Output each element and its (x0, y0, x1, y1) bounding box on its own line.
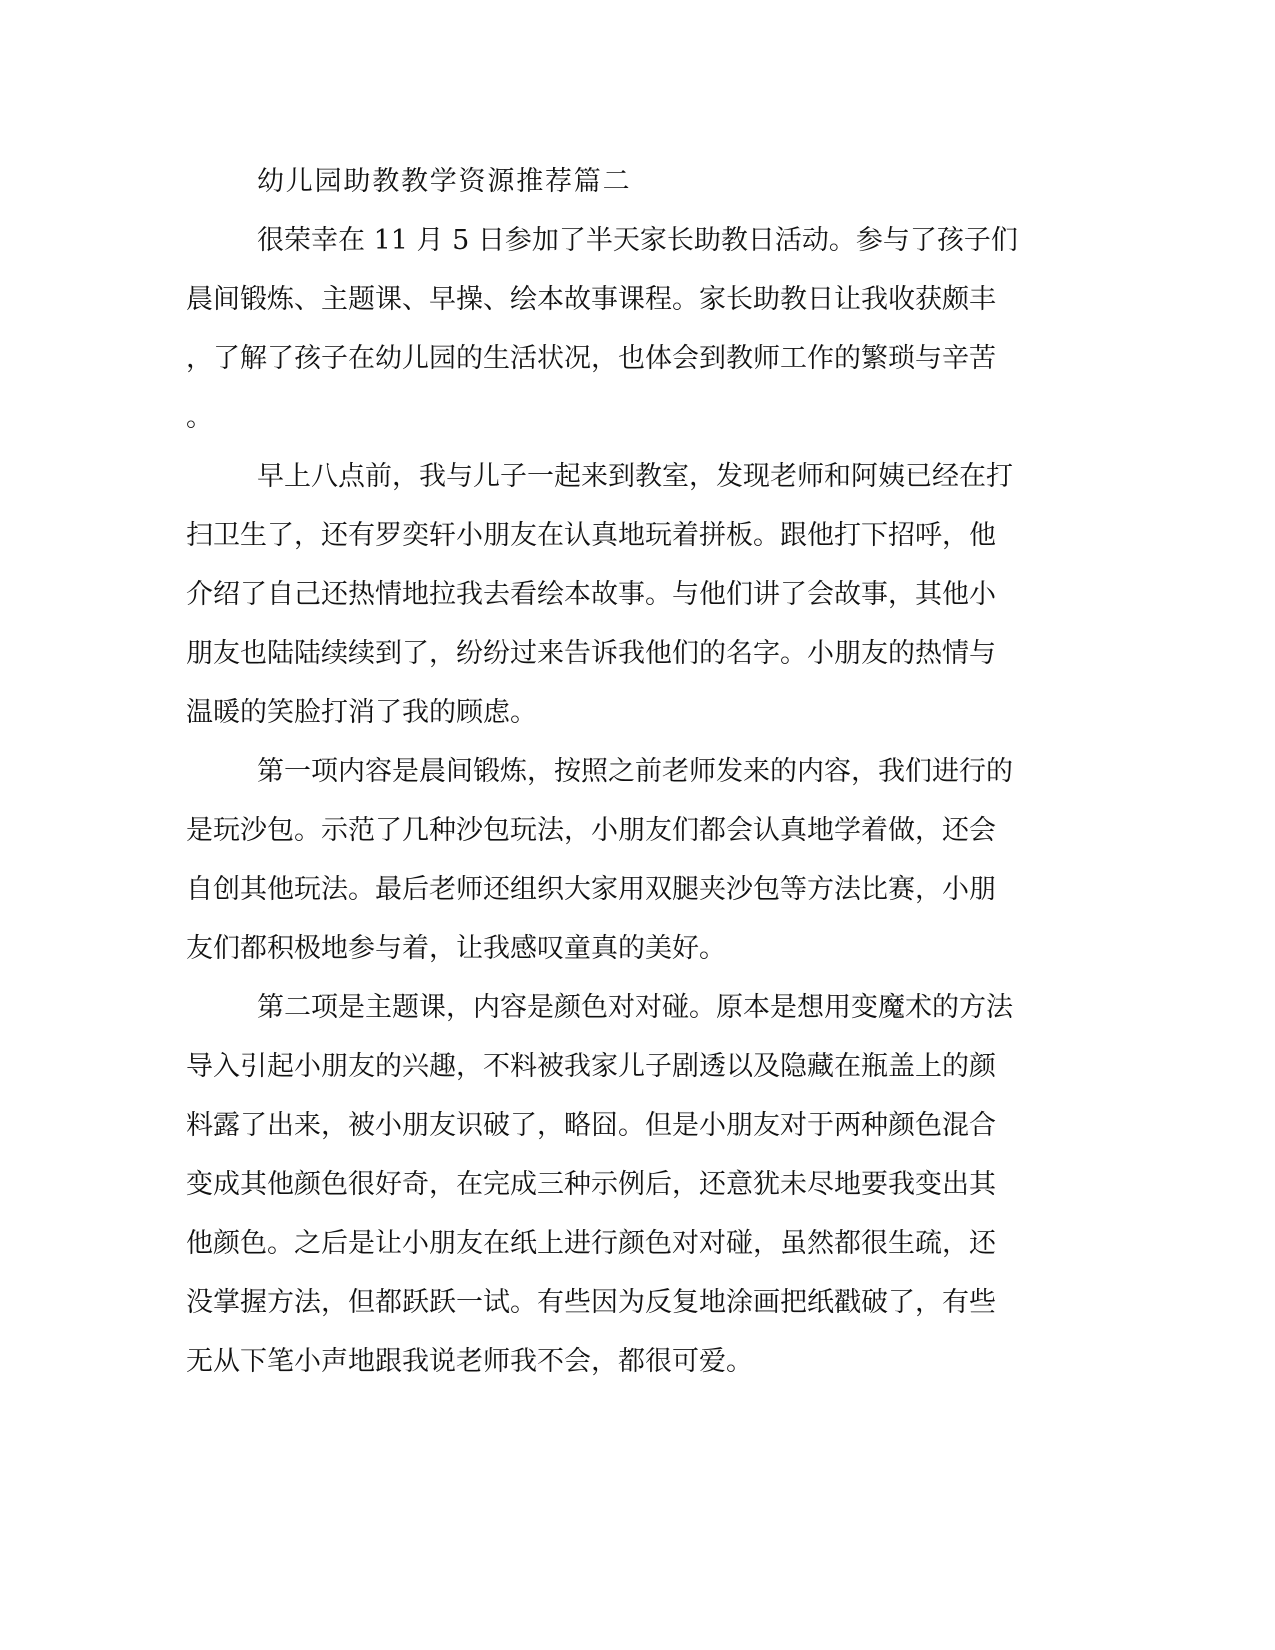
paragraph-2-line-5: 温暖的笑脸打消了我的顾虑。 (186, 697, 537, 728)
paragraph-3-line-4: 友们都积极地参与着，让我感叹童真的美好。 (186, 933, 726, 964)
paragraph-4-line-7: 无从下笔小声地跟我说老师我不会，都很可爱。 (186, 1346, 753, 1377)
paragraph-2-line-4: 朋友也陆陆续续到了，纷纷过来告诉我他们的名字。小朋友的热情与 (186, 638, 996, 669)
paragraph-3-line-2: 是玩沙包。示范了几种沙包玩法，小朋友们都会认真地学着做，还会 (186, 815, 996, 846)
paragraph-4-line-4: 变成其他颜色很好奇，在完成三种示例后，还意犹未尽地要我变出其 (186, 1169, 996, 1200)
paragraph-4-line-1: 第二项是主题课，内容是颜色对对碰。原本是想用变魔术的方法 (257, 992, 1013, 1023)
paragraph-3-line-1: 第一项内容是晨间锻炼，按照之前老师发来的内容，我们进行的 (257, 756, 1013, 787)
paragraph-1-line-2: 晨间锻炼、主题课、早操、绘本故事课程。家长助教日让我收获颇丰 (186, 284, 996, 315)
paragraph-2-line-3: 介绍了自己还热情地拉我去看绘本故事。与他们讲了会故事，其他小 (186, 579, 996, 610)
paragraph-4-line-6: 没掌握方法，但都跃跃一试。有些因为反复地涂画把纸戳破了，有些 (186, 1287, 996, 1318)
paragraph-1-line-4: 。 (186, 402, 213, 433)
paragraph-2-line-2: 扫卫生了，还有罗奕轩小朋友在认真地玩着拼板。跟他打下招呼，他 (186, 520, 996, 551)
paragraph-4-line-5: 他颜色。之后是让小朋友在纸上进行颜色对对碰，虽然都很生疏，还 (186, 1228, 996, 1259)
paragraph-3-line-3: 自创其他玩法。最后老师还组织大家用双腿夹沙包等方法比赛，小朋 (186, 874, 996, 905)
paragraph-1-line-1: 很荣幸在 11 月 5 日参加了半天家长助教日活动。参与了孩子们 (257, 225, 1018, 256)
paragraph-4-line-3: 料露了出来，被小朋友识破了，略囧。但是小朋友对于两种颜色混合 (186, 1110, 996, 1141)
paragraph-4-line-2: 导入引起小朋友的兴趣，不料被我家儿子剧透以及隐藏在瓶盖上的颜 (186, 1051, 996, 1082)
paragraph-2-line-1: 早上八点前，我与儿子一起来到教室，发现老师和阿姨已经在打 (257, 461, 1013, 492)
paragraph-1-line-3: ，了解了孩子在幼儿园的生活状况，也体会到教师工作的繁琐与辛苦 (186, 343, 996, 374)
document-title: 幼儿园助教教学资源推荐篇二 (257, 166, 632, 197)
